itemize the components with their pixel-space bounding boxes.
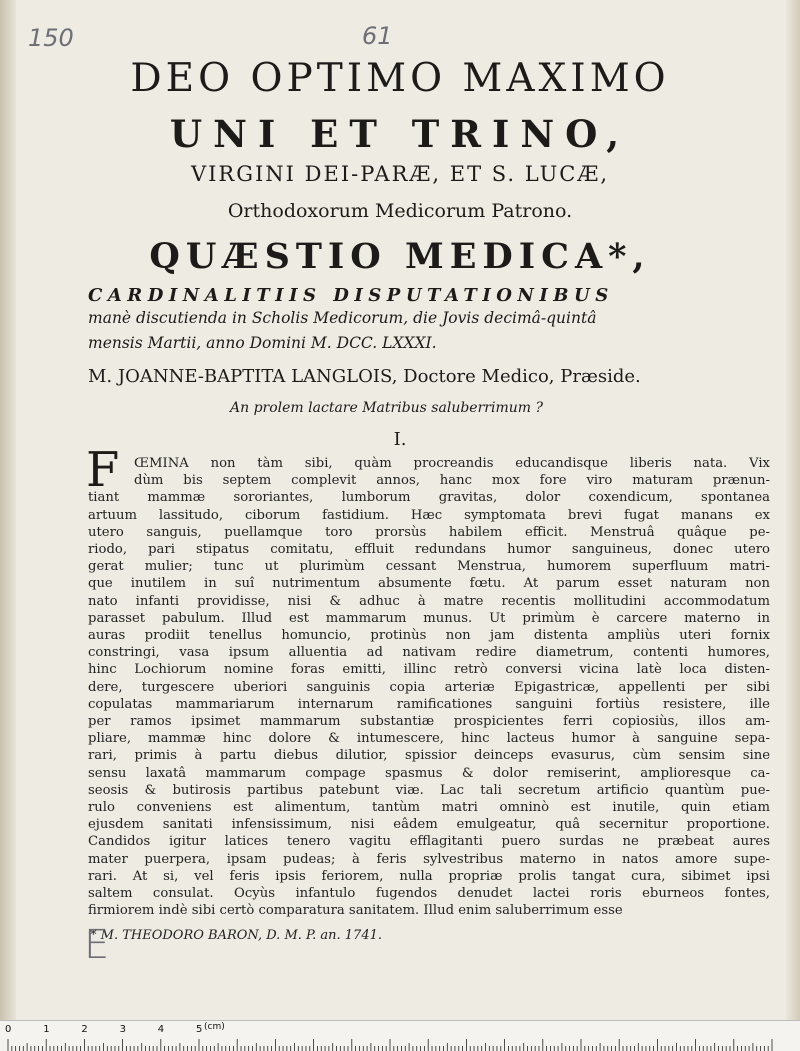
title-line-4: Orthodoxorum Medicorum Patrono.: [227, 200, 573, 222]
body-line: constringi, vasa ipsum alluentia ad nativam redire diametrum, contenti humores,: [88, 645, 770, 661]
handwritten-letter-bottom: E: [84, 922, 110, 968]
title-quaestio: QUÆSTIO MEDICA*,: [149, 236, 651, 277]
title-line-3: VIRGINI DEI-PARÆ, ET S. LUCÆ,: [190, 162, 610, 186]
body-line: seosis & butirosis partibus patebunt viæ. Lac tali secretum artificio quantùm pue-: [88, 782, 770, 798]
praeses-line: M. JOANNE-BAPTITA LANGLOIS, Doctore Medico, Præside.: [88, 366, 641, 387]
body-line: dùm bis septem complevit annos, hanc mox fore viro maturam prænun-: [134, 473, 770, 489]
body-line: ejusdem sanitati infensissimum, nisi eâdem emulgeatur, quâ secernitur proportione.: [88, 817, 770, 833]
body-line: nato infanti providisse, nisi & adhuc à matre recentis mollitudini accommodatum: [88, 593, 770, 609]
body-line: rari. At si, vel feris ipsis feriorem, nulla propriæ prolis tangat cura, sibimet ipsi: [88, 868, 770, 884]
body-line: pliare, mammæ hinc dolore & intumescere, hinc lacteus humor à sanguine sepa-: [88, 731, 770, 747]
subtitle-line-2: mensis Martii, anno Domini M. DCC. LXXXI.: [88, 334, 437, 352]
body-line: sensu laxatâ mammarum compage spasmus & dolor remiserint, amplioresque ca-: [88, 765, 770, 781]
body-line: saltem consulat. Ocyùs infantulo fugendos denudet lactei roris eburneos fontes,: [88, 886, 770, 901]
body-line: rari, primis à partu diebus dilutior, spissior deinceps evasurus, cùm sensim sine: [88, 748, 770, 764]
body-line: rulo conveniens est alimentum, tantùm matri omninò est inutile, quin etiam: [88, 800, 770, 815]
body-line: hinc Lochiorum nomine foras emitti, illinc retrò conversi vicina latè loca disten-: [88, 662, 770, 678]
ruler-number: 1: [43, 1024, 50, 1035]
drop-cap: F: [86, 442, 120, 498]
body-line: riodo, pari stipatus comitatu, effluit redundans humor sanguineus, donec utero: [88, 542, 770, 557]
ruler-number: 2: [81, 1024, 88, 1035]
body-line: Candidos igitur latices tenero vagitu efflagitanti puero surdas ne præbeat aures: [88, 834, 770, 850]
body-line: gerat mulier; tunc ut plurimùm cessant Menstrua, humorem superfluum matri-: [88, 559, 770, 575]
subtitle-cardinal: CARDINALITIIS DISPUTATIONIBUS: [88, 285, 614, 306]
ruler-number: 0: [5, 1024, 12, 1035]
title-line-1: DEO OPTIMO MAXIMO: [130, 56, 670, 101]
body-line: parasset pabulum. Illud est mammarum munus. Ut primùm è carcere materno in: [88, 610, 770, 626]
body-line: mater puerpera, ipsam pudeas; à feris sylvestribus materno in natos amore supe-: [88, 851, 770, 867]
body-line: per ramos ipsimet mammarum substantiæ prospicientes ferri copiosiùs, illos am-: [88, 714, 770, 729]
ruler-number: 4: [157, 1024, 165, 1035]
ruler-number: 3: [119, 1024, 126, 1035]
handwritten-number-top: 61: [362, 22, 393, 50]
body-line: ŒMINA non tàm sibi, quàm procreandis educandisque liberis nata. Vix: [134, 456, 770, 471]
section-number: I.: [393, 429, 407, 450]
body-line: auras prodiit tenellus homuncio, protinùs non jam distenta ampliùs uteri fornix: [88, 628, 770, 643]
subtitle-line-1: manè discutienda in Scholis Medicorum, die Jovis decimâ-quintâ: [88, 309, 597, 327]
body-line: firmiorem indè sibi certò comparatura sanitatem. Illud enim saluberrimum esse: [88, 903, 623, 919]
body-line: que inutilem in suî nutrimentum absumente fœtu. At parum esset naturam non: [88, 576, 770, 592]
handwritten-number-top-left: 150: [28, 24, 74, 52]
scale-ruler: [0, 1020, 800, 1051]
body-line: copulatas mammariarum internarum ramificationes sanguini fortiùs resistere, ille: [88, 696, 770, 712]
body-line: tiant mammæ sororiantes, lumborum gravitas, dolor coxendicum, spontanea: [88, 490, 770, 506]
ruler-unit: (cm): [204, 1022, 225, 1032]
ruler-ticks: [0, 1021, 800, 1051]
footnote: * M. THEODORO BARON, D. M. P. an. 1741.: [90, 928, 382, 943]
body-line: artuum lassitudo, ciborum fastidium. Hæc symptomata brevi fugat manans ex: [88, 507, 770, 523]
question-line: An prolem lactare Matribus saluberrimum ?: [230, 400, 543, 416]
ruler-number: 5: [196, 1024, 203, 1035]
title-line-2: UNI ET TRINO,: [169, 112, 631, 156]
body-line: dere, turgescere uberiori sanguinis copia arteriæ Epigastricæ, appellenti per sibi: [88, 679, 770, 695]
body-line: utero sanguis, puellamque toro prorsùs habilem efficit. Menstruâ quâque pe-: [88, 524, 770, 540]
